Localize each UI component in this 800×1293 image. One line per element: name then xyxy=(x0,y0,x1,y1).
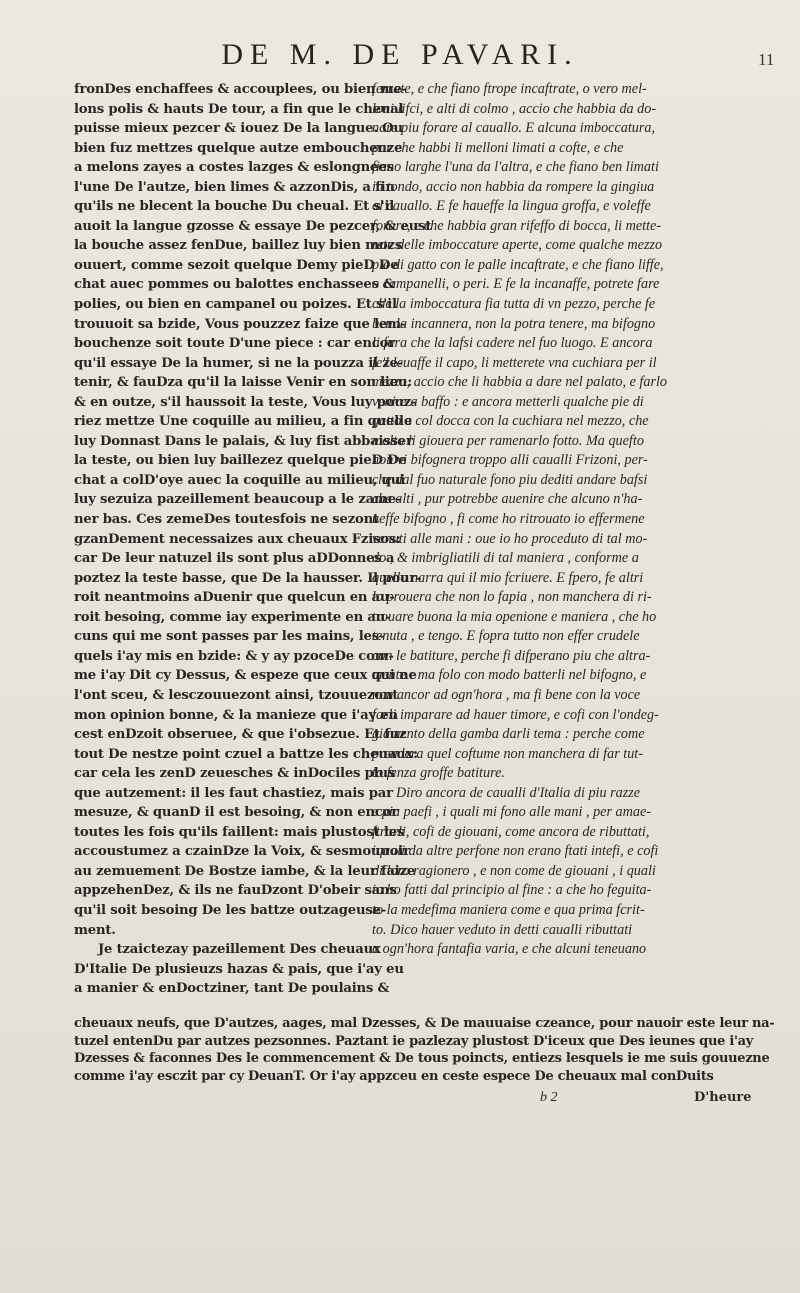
french-line: gzanDement necessaizes aux cheuaux Fzisos: xyxy=(74,531,401,547)
french-line: auoit la langue gzosse & essaye De pezcer, & eust xyxy=(74,218,432,234)
full-width-line: cheuaux neufs, que D'autzes, aages, mal Dzesses, & De mauuaise czeance, pour nauoir este leur na- xyxy=(74,1016,775,1031)
italian-paragraph-line: e piu paefi , i quali mi fono alle mani , per amae- xyxy=(372,804,651,821)
italian-line: ben la incannera, non la potra tenere, ma bifogno xyxy=(372,315,656,332)
italian-paragraph-line: iquali da altre perfone non erano ftati intefi, e cofi xyxy=(372,843,659,860)
bottom-margin xyxy=(0,1115,800,1293)
italian-line: forare, e che habbia gran rifeffo di bocca, li mette- xyxy=(372,217,662,234)
italian-line: venuti alle mani : oue io ho proceduto di tal mo- xyxy=(372,530,648,547)
french-paragraph-line: a manier & enDoctziner, tant De poulains & xyxy=(74,981,390,997)
french-line: riez mettze Une coquille au milieu, a fin quelle xyxy=(74,414,413,430)
french-line: ner bas. Ces zemeDes toutesfois ne sezont xyxy=(74,512,379,528)
italian-paragraph-line: a ogn'hora fantafia varia, e che alcuni teneuano xyxy=(372,941,647,958)
italian-line: lo prouera che non lo fapia , non manchera di ri- xyxy=(372,589,652,606)
italian-line: al cauallo. E fe haueffe la lingua groffa, e voleffe xyxy=(372,198,651,215)
french-line: la teste, ou bien luy baillezez quelque pieD De xyxy=(74,453,407,469)
french-line: luy sezuiza pazeillement beaucoup a le zame- xyxy=(74,492,402,508)
italian-line: giamento della gamba darli tema : perche come xyxy=(372,726,645,743)
italian-line: do , & imbrigliatili di tal maniera , conforme a xyxy=(372,550,639,567)
french-line: mesuze, & quanD il est besoing, & non encor xyxy=(74,805,399,821)
french-line: tout De nestze point czuel a battze les cheuaux: xyxy=(74,746,418,762)
french-line: car De leur natuzel ils sont plus aDDonnes a xyxy=(74,551,395,567)
italian-paragraph-line: io ho fatti dal principio al fine : a che ho feguita- xyxy=(372,882,652,899)
signature-mark: b 2 xyxy=(540,1090,558,1105)
italian-line: molto li giouera per ramenarlo fotto. Ma quefto xyxy=(372,432,644,449)
french-line: poztez la teste basse, que De la hausser. Il pour- xyxy=(74,570,422,586)
italian-paragraph-line: to. Dico hauer veduto in detti caualli ributtati xyxy=(372,921,633,938)
french-line: toutes les fois qu'ils faillent: mais plustost les xyxy=(74,824,405,840)
italian-line: rete delle imboccature aperte, come qualche mezzo xyxy=(372,237,663,254)
italian-line: venire a baffo : e ancora metterli qualche pie di xyxy=(372,393,644,410)
french-line: trouuoit sa bzide, Vous pouzzez faize que lem- xyxy=(74,316,407,332)
full-width-line: Dzesses & faconnes Des le commencement & De tous poincts, entiezs lesquels ie me suis gouuezne xyxy=(74,1051,770,1066)
italian-line: pie di gatto con le palle incaftrate, e che fiano liffe, xyxy=(372,256,664,273)
french-line: cest enDzoit obseruee, & que i'obsezue. Et fuz xyxy=(74,727,407,743)
italian-line: che alti , pur potrebbe auenire che alcuno n'ha- xyxy=(372,491,643,508)
italian-line: pur che habbi li melloni limati a cofte, e che xyxy=(372,139,624,156)
italian-line: che dal fuo naturale fono piu dediti andare bafsi xyxy=(372,471,648,488)
french-line: l'ont sceu, & lesczouuezont ainsi, tzouuezont xyxy=(74,687,399,703)
italian-line: prendera quel coftume non manchera di far tut- xyxy=(372,745,643,762)
italian-line: o campanelli, o peri. E fe la incanaffe, potrete fare xyxy=(372,276,660,293)
running-title: DE M. DE PAVARI. xyxy=(221,38,579,71)
french-column xyxy=(74,80,432,999)
full-width-line: tuzel entenDu par autzes pezsonnes. Paztant ie pazlezay plustost D'iceux que Des ieunes que i'ay xyxy=(74,1033,754,1049)
page-number: 11 xyxy=(758,50,775,69)
french-line: chat a colD'oye auec la coquille au milieu, qui xyxy=(74,472,405,488)
french-paragraph-line: Je tzaictezay pazeillement Des cheuaux xyxy=(98,942,381,958)
french-line: au zemuement De Bostze iambe, & la leur faize xyxy=(74,863,416,879)
french-line: que autzement: il les faut chastiez, mais par xyxy=(74,785,393,801)
french-line: bien fuz mettzes quelque autze embouchenze xyxy=(74,140,403,156)
french-line: l'une De l'autze, bien limes & azzonDis, a fin xyxy=(74,179,395,195)
italian-line: fiano larghe l'una da l'altra, e che fiano ben limati xyxy=(372,159,659,176)
italian-line: to fenza groffe batiture. xyxy=(372,765,505,782)
french-line: a melons zayes a costes lazges & eslongnees xyxy=(74,160,394,176)
french-line: cuns qui me sont passes par les mains, les- xyxy=(74,629,385,645)
italian-line: li fara che la lafsi cadere nel fuo luogo. E ancora xyxy=(372,335,653,352)
french-line: bouchenze soit toute D'une piece : car encor xyxy=(74,336,395,352)
full-width-line: comme i'ay esczit par cy DeuanT. Or i'ay appzceu en ceste espece De cheuaux mal conDuits xyxy=(74,1068,714,1084)
italian-line: mente : ma folo con modo batterli nel bifogno, e xyxy=(372,667,647,684)
italian-line: ferrate, e che fiano ftrope incaftrate, o vero mel- xyxy=(372,81,647,97)
french-line: quels i'ay mis en bzide: & y ay pzoceDe com- xyxy=(74,648,394,664)
italian-paragraph-line: to la medefima maniera come e qua prima fcrit- xyxy=(372,901,645,918)
italian-line: mezzo, accio che li habbia a dare nel palato, e farlo xyxy=(372,374,667,391)
italian-line: con le batiture, perche fi difperano piu che altra- xyxy=(372,647,651,664)
italian-paragraph-line: di loro ragionero , e non come de giouani , i quali xyxy=(372,862,656,879)
french-paragraph-line: D'Italie De plusieuzs hazas & pais, que i'ay eu xyxy=(74,961,404,977)
italian-paragraph-line: Diro ancora de caualli d'Italia di piu razze xyxy=(396,784,641,801)
french-line: car cela les zenD zeuesches & inDociles plus xyxy=(74,766,396,782)
italian-column xyxy=(372,80,768,960)
french-line: qu'il essaye De la humer, si ne la pouzza il ze- xyxy=(74,355,403,371)
french-line: puisse mieux pezcer & iouez De la langue. Ou xyxy=(74,121,403,137)
french-line: roit neantmoins aDuenir que quelcun en au- xyxy=(74,590,395,606)
italian-line: tenuta , e tengo. E fopra tutto non effer crudele xyxy=(372,628,640,645)
french-line: ment. xyxy=(74,922,116,938)
french-line: fronDes enchaffees & accouplees, ou bien me- xyxy=(74,82,408,97)
italian-line: che la imboccatura fia tutta di vn pezzo, perche fe xyxy=(372,296,656,313)
french-line: qu'ils ne blecent la bouche Du cheual. Et s'il xyxy=(74,199,395,215)
italian-line: nare piu forare al cauallo. E alcuna imboccatura, xyxy=(372,120,656,137)
french-line: accoustumez a czainDze la Voix, & sesmouuoir xyxy=(74,844,410,860)
french-line: ouuert, comme sezoit quelque Demy pieD De xyxy=(74,257,399,273)
french-line: la bouche assez fenDue, baillez luy bien mozs xyxy=(74,238,403,254)
italian-line: loni lifci, e alti di colmo , accio che habbia da do- xyxy=(372,100,657,117)
french-line: luy Donnast Dans le palais, & luy fist abbaisser xyxy=(74,433,413,449)
catchword: D'heure xyxy=(694,1090,752,1105)
french-line: & en outze, s'il haussoit la teste, Vous luy pouz- xyxy=(74,394,417,410)
italian-line: fe'l leuaffe il capo, li metterete vna cuchiara per il xyxy=(372,354,657,371)
italian-line: ueffe bifogno , fi come ho ritrouato io effermene xyxy=(372,511,645,528)
italian-line: quello narra qui il mio fcriuere. E fpero, fe altri xyxy=(372,569,644,586)
italian-line: in tondo, accio non habbia da rompere la gingiua xyxy=(372,178,655,195)
french-line: chat auec pommes ou balottes enchassees & xyxy=(74,277,395,293)
french-line: appzehenDez, & ils ne fauDzont D'obeir sans xyxy=(74,883,397,899)
italian-line: trouare buona la mia openione e maniera , che ho xyxy=(372,608,657,625)
italian-line: farli imparare ad hauer timore, e cofi con l'ondeg- xyxy=(372,706,659,723)
french-line: roit besoing, comme iay experimente en au- xyxy=(74,609,391,625)
french-line: me i'ay Dit cy Dessus, & espeze que ceux qui ne xyxy=(74,668,417,684)
french-line: tenir, & fauDza qu'il la laisse Venir en son lieu: xyxy=(74,375,412,391)
italian-paragraph-line: ftrarli, cofi de giouani, come ancora de ributtati, xyxy=(372,823,650,840)
french-line: polies, ou bien en campanel ou poizes. Et s'il xyxy=(74,297,397,313)
french-line: lons polis & hauts De tour, a fin que le cheual xyxy=(74,101,404,117)
french-line: qu'il soit besoing De les battze outzageuse- xyxy=(74,902,387,918)
italian-line: non ancor ad ogn'hora , ma fi bene con la voce xyxy=(372,686,641,703)
italian-line: gatto a col docca con la cuchiara nel mezzo, che xyxy=(372,413,649,430)
full-width-text xyxy=(74,1015,774,1085)
french-line: mon opinion bonne, & la manieze que i'ay en xyxy=(74,707,398,723)
italian-line: non vi bifognera troppo alli caualli Frizoni, per- xyxy=(372,452,648,469)
